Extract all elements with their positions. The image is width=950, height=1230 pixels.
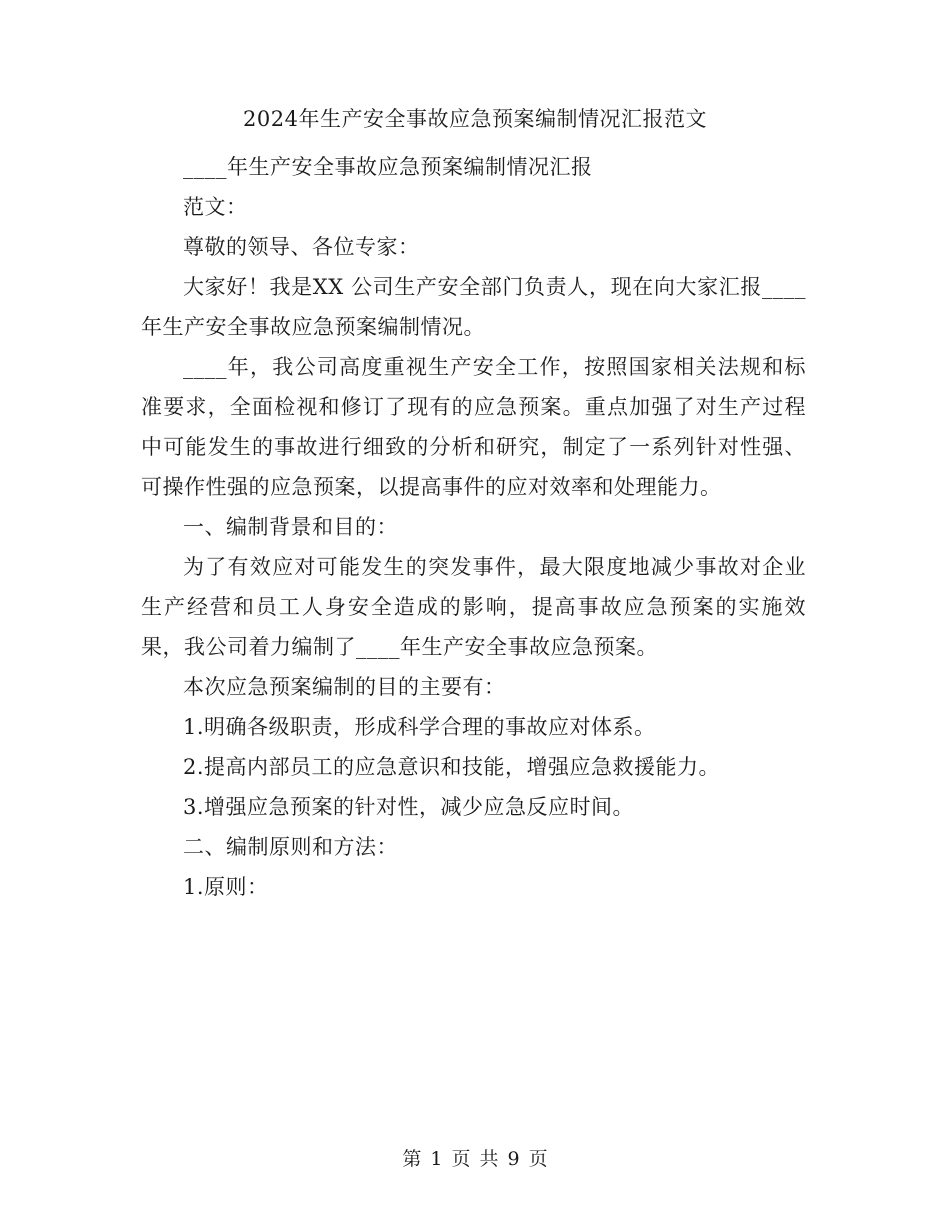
section-heading-background: 一、编制背景和目的： [183, 515, 398, 539]
paragraph-greeting: 大家好！我是XX 公司生产安全部门负责人，现在向大家汇报____年生产安全事故应急预案编制情况。 [141, 275, 806, 339]
paragraph-sample-label: 范文： [183, 195, 248, 219]
document-body [141, 147, 806, 907]
paragraph-objectives-intro: 本次应急预案编制的目的主要有： [183, 675, 506, 699]
list-item-principle: 1.原则： [183, 875, 269, 899]
page-number: 第 1 页 共 9 页 [402, 1148, 548, 1170]
paragraph-background: 为了有效应对可能发生的突发事件，最大限度地减少事故对企业生产经营和员工人身安全造成的影响，提高事故应急预案的实施效果，我公司着力编制了____年生产安全事故应急预案。 [141, 555, 806, 659]
list-item-objective-3: 3.增强应急预案的针对性，减少应急反应时间。 [183, 795, 635, 819]
section-heading-principles: 二、编制原则和方法： [183, 835, 398, 859]
list-item-objective-2: 2.提高内部员工的应急意识和技能，增强应急救援能力。 [183, 755, 721, 779]
list-item-objective-1: 1.明确各级职责，形成科学合理的事故应对体系。 [183, 715, 656, 739]
paragraph-report-heading: ____年生产安全事故应急预案编制情况汇报 [183, 155, 593, 179]
document-title: 2024年生产安全事故应急预案编制情况汇报范文 [243, 107, 707, 131]
paragraph-overview: ____年，我公司高度重视生产安全工作，按照国家相关法规和标准要求，全面检视和修订了现有的应急预案。重点加强了对生产过程中可能发生的事故进行细致的分析和研究，制定了一系列针对性强、可操作性强的应急预案，以提高事件的应对效率和处理能力。 [141, 355, 806, 499]
paragraph-salutation: 尊敬的领导、各位专家： [183, 235, 420, 259]
